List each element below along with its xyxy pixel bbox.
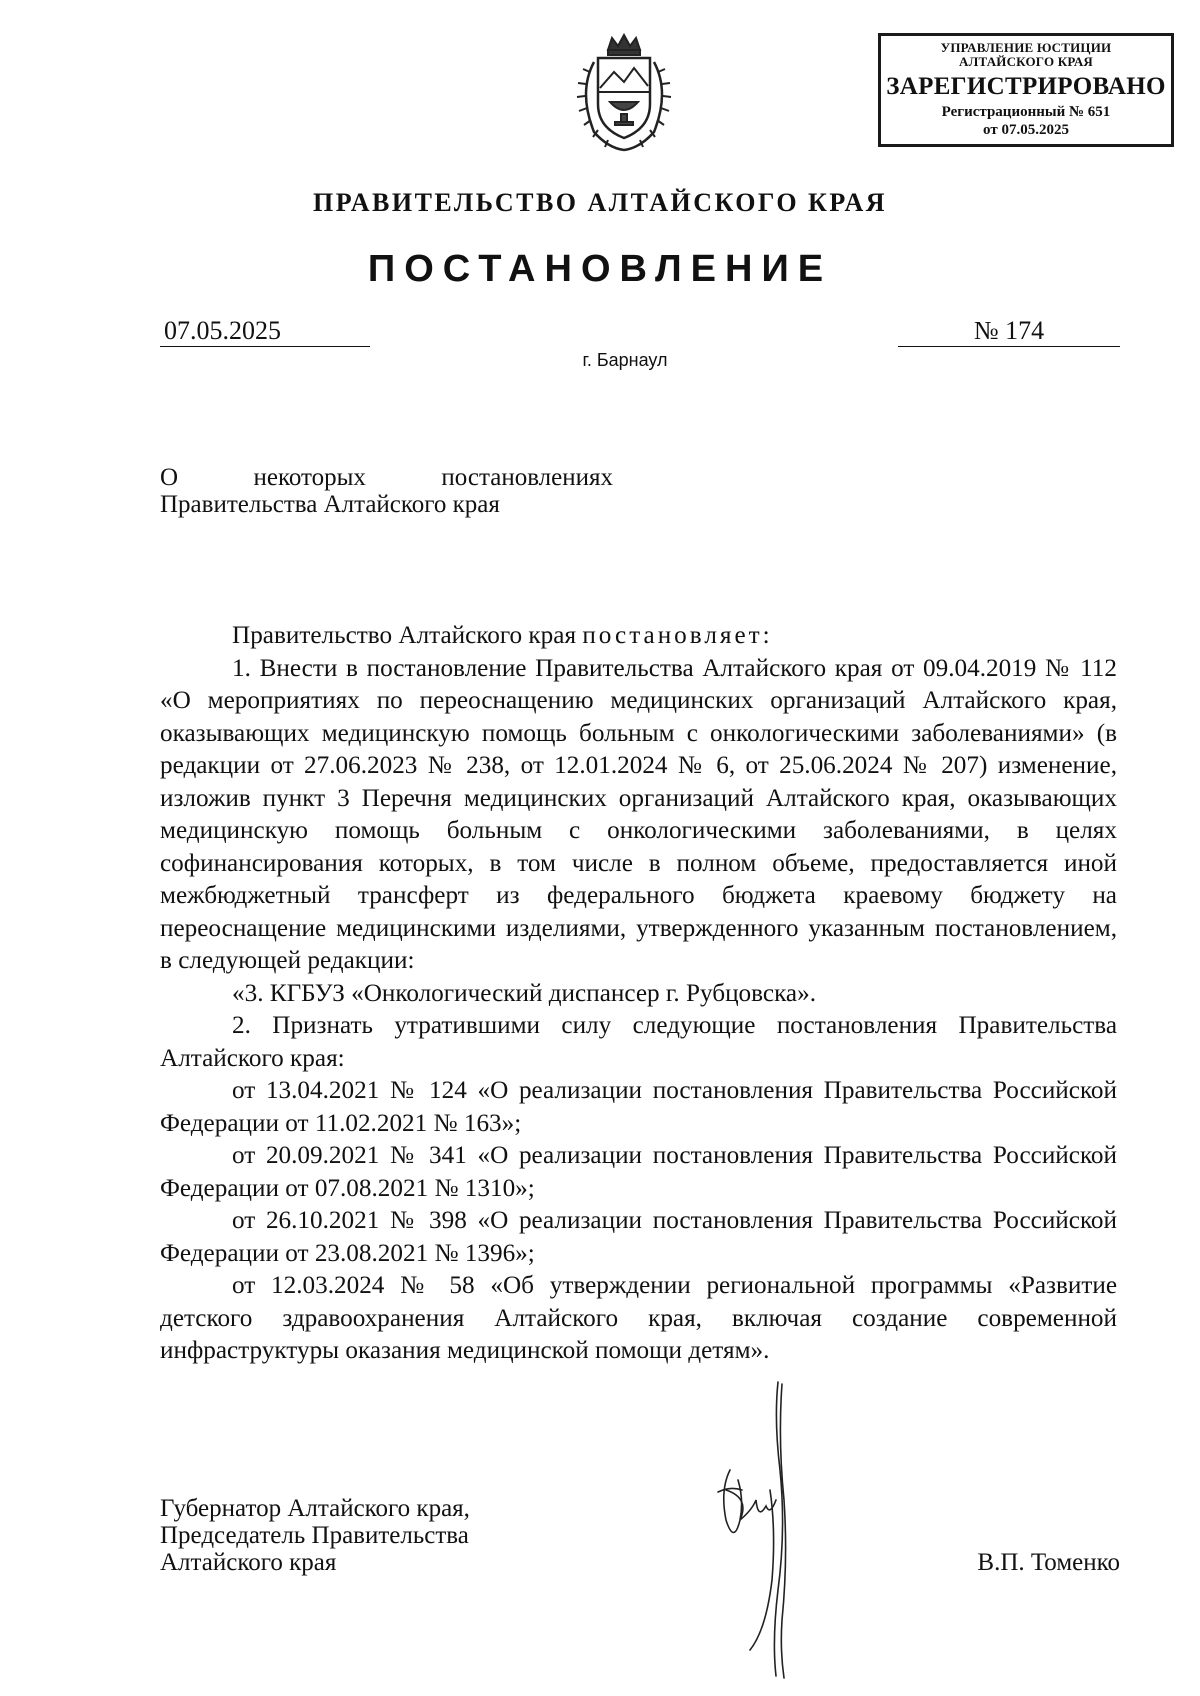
preamble-verb: постановляет:	[582, 622, 773, 649]
repealed-item-1: от 13.04.2021 № 124 «О реализации постановления Правительства Российской Федерации от 11.02.2021 № 163»;	[160, 1077, 1117, 1137]
preamble-prefix: Правительство Алтайского края	[232, 622, 583, 649]
repealed-item-2: от 20.09.2021 № 341 «О реализации постановления Правительства Российской Федерации от 07.08.2021 № 1310»;	[160, 1142, 1117, 1202]
registration-stamp	[878, 33, 1174, 147]
repealed-item-4: от 12.03.2024 № 58 «Об утверждении региональной программы «Развитие детского здравоохранения Алтайского края, включая создание современной инфраструктуры оказания медицинской помощи детям».	[160, 1272, 1117, 1364]
stamp-organization-line1: УПРАВЛЕНИЕ ЮСТИЦИИ	[940, 40, 1112, 55]
signer-name: В.П. Томенко	[977, 1549, 1120, 1576]
stamp-organization-line2: АЛТАЙСКОГО КРАЯ	[959, 54, 1093, 69]
preamble	[160, 620, 1117, 653]
document-date: 07.05.2025	[160, 316, 370, 347]
signer-position	[160, 1495, 560, 1576]
stamp-status: ЗАРЕГИСТРИРОВАНО	[886, 73, 1166, 100]
government-title: ПРАВИТЕЛЬСТВО АЛТАЙСКОГО КРАЯ	[312, 188, 888, 217]
document-city: г. Барнаул	[582, 350, 668, 370]
repealed-item-3: от 26.10.2021 № 398 «О реализации постановления Правительства Российской Федерации от 23.08.2021 № 1396»;	[160, 1207, 1117, 1267]
paragraph-1: 1. Внести в постановление Правительства Алтайского края от 09.04.2019 № 112 «О мероприятиях по переоснащению медицинских организаций Алтайского края, оказывающих медицинскую помощь больным с онкологическими заболеваниями» (в редакции от 27.06.2023 № 238, от 12.01.2024 № 6, от 25.06.2024 № 207) изменение, изложив пункт 3 Перечня медицинских организаций Алтайского края, оказывающих медицинскую помощь больным с онкологическими заболеваниями, в целях софинансирования которых, в том числе в полном объеме, предоставляется иной межбюджетный трансферт из федерального бюджета краевому бюджету на переоснащение медицинскими изделиями, утвержденного указанным постановлением, в следующей редакции:	[160, 654, 1117, 974]
signer-position-line3: Алтайского края	[160, 1549, 337, 1576]
coat-of-arms-icon	[568, 32, 680, 156]
subject-line2: Правительства Алтайского края	[160, 491, 500, 518]
signer-position-line1: Губернатор Алтайского края,	[160, 1495, 470, 1522]
signer-position-line2: Председатель Правительства	[160, 1522, 469, 1549]
document-subject	[160, 464, 613, 518]
handwritten-signature-icon	[700, 1380, 830, 1680]
document-type: ПОСТАНОВЛЕНИЕ	[367, 248, 833, 290]
stamp-organization	[881, 41, 1171, 69]
document-number: № 174	[898, 316, 1120, 347]
document-body	[160, 620, 1117, 1368]
stamp-registration-date: от 07.05.2025	[983, 122, 1069, 138]
paragraph-1-item: «3. КГБУЗ «Онкологический диспансер г. Рубцовска».	[232, 979, 816, 1007]
stamp-registration-number: Регистрационный № 651	[941, 104, 1111, 120]
paragraph-2: 2. Признать утратившими силу следующие постановления Правительства Алтайского края:	[160, 1012, 1117, 1072]
subject-line1: О некоторых постановлениях	[160, 464, 613, 491]
